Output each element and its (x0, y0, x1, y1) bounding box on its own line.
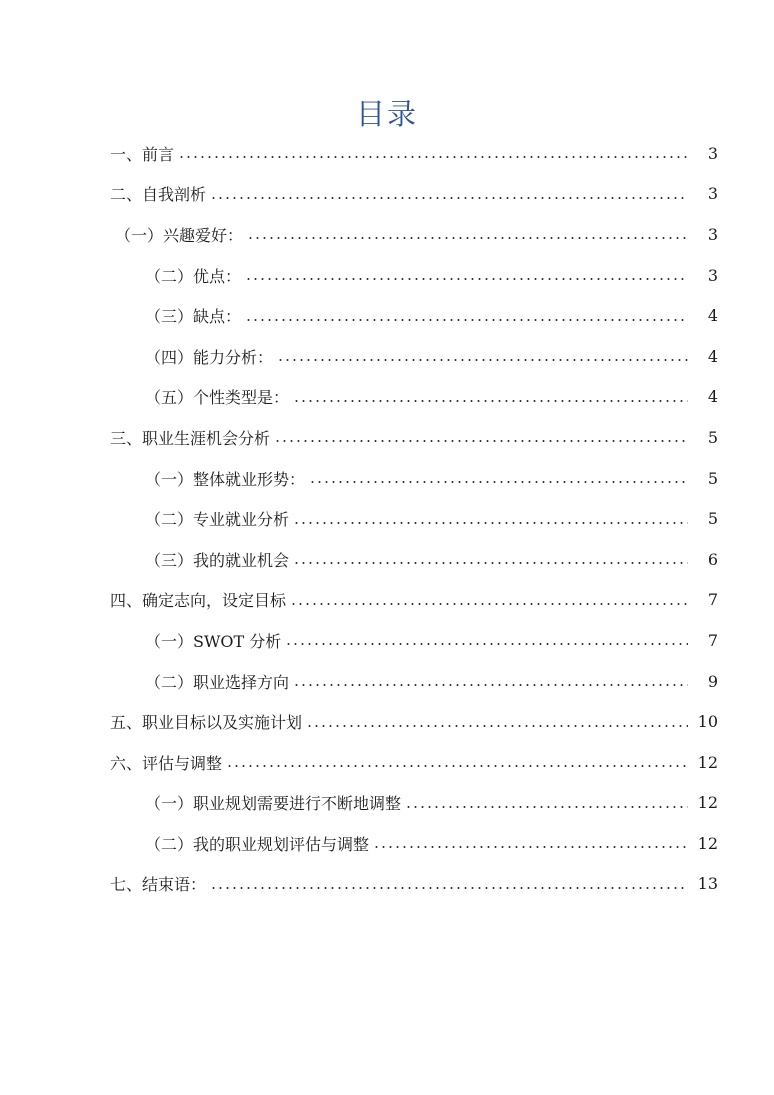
toc-list (0, 133, 774, 904)
toc-entry-text: 二、自我剖析 (110, 185, 207, 205)
dot-leader (290, 603, 688, 605)
toc-entry-text: 三、职业生涯机会分析 (110, 428, 271, 448)
dot-leader (306, 725, 688, 727)
toc-entry-continuous-adjustment[interactable] (145, 783, 718, 824)
toc-entry-interests[interactable] (115, 214, 718, 255)
toc-page-number: 4 (707, 306, 718, 326)
toc-entry-text: （一）SWOT 分析 (145, 631, 282, 651)
toc-entry-text: （三）我的就业机会 (145, 550, 290, 570)
toc-page-number: 3 (707, 265, 718, 285)
toc-entry-my-opportunity[interactable] (145, 539, 718, 580)
dot-leader (309, 481, 688, 483)
toc-page-number: 5 (707, 427, 718, 447)
toc-entry-conclusion[interactable] (110, 864, 718, 905)
toc-entry-text: （三）缺点： (145, 307, 242, 327)
toc-entry-text: （一）兴趣爱好： (115, 225, 244, 245)
dot-leader (178, 156, 688, 158)
toc-entry-major-employment[interactable] (145, 498, 718, 539)
toc-entry-text: 一、前言 (110, 144, 175, 164)
toc-entry-text: （一）职业规划需要进行不断地调整 (145, 794, 402, 814)
toc-entry-career-opportunity[interactable] (110, 417, 718, 458)
toc-entry-text: （五）个性类型是： (145, 388, 290, 408)
toc-entry-swot[interactable] (145, 620, 718, 661)
toc-entry-ability-analysis[interactable] (145, 336, 718, 377)
toc-entry-text: 七、结束语： (110, 875, 207, 895)
dot-leader (210, 887, 688, 889)
toc-entry-my-evaluation[interactable] (145, 823, 718, 864)
toc-page-number: 5 (707, 468, 718, 488)
dot-leader (405, 806, 688, 808)
toc-entry-text: 六、评估与调整 (110, 753, 223, 773)
toc-entry-text: 四、确定志向，设定目标 (110, 591, 287, 611)
toc-page-number: 4 (707, 346, 718, 366)
toc-page-number: 12 (697, 793, 718, 813)
toc-page-number: 4 (707, 387, 718, 407)
toc-entry-text: （二）我的职业规划评估与调整 (145, 834, 370, 854)
dot-leader (274, 440, 688, 442)
dot-leader (373, 846, 688, 848)
toc-entry-set-goals[interactable] (110, 580, 718, 621)
toc-page-number: 13 (697, 874, 718, 894)
dot-leader (293, 684, 688, 686)
toc-page-number: 3 (707, 143, 718, 163)
toc-entry-self-analysis[interactable] (110, 174, 718, 215)
toc-page-number: 12 (697, 752, 718, 772)
toc-page-number: 6 (707, 549, 718, 569)
dot-leader (245, 278, 688, 280)
dot-leader (210, 197, 688, 199)
toc-page-number: 7 (707, 630, 718, 650)
dot-leader (277, 359, 688, 361)
toc-page-number: 9 (707, 671, 718, 691)
toc-page-number: 10 (697, 712, 718, 732)
dot-leader (293, 562, 688, 564)
dot-leader (245, 319, 688, 321)
toc-entry-text: （四）能力分析： (145, 347, 274, 367)
toc-page-number: 5 (707, 509, 718, 529)
toc-entry-text: （二）优点： (145, 266, 242, 286)
toc-entry-text: （二）职业选择方向 (145, 672, 290, 692)
toc-entry-personality-type[interactable] (145, 377, 718, 418)
toc-entry-employment-situation[interactable] (145, 458, 718, 499)
toc-title: 目录 (355, 97, 418, 131)
dot-leader (247, 237, 688, 239)
toc-entry-evaluation[interactable] (110, 742, 718, 783)
toc-page-number: 12 (697, 833, 718, 853)
toc-page-number: 7 (707, 590, 718, 610)
toc-page-number: 3 (707, 224, 718, 244)
dot-leader (226, 765, 688, 767)
dot-leader (285, 643, 688, 645)
toc-entry-text: （二）专业就业分析 (145, 510, 290, 530)
toc-entry-goals-plan[interactable] (110, 701, 718, 742)
toc-entry-text: 五、职业目标以及实施计划 (110, 713, 303, 733)
toc-entry-weaknesses[interactable] (145, 295, 718, 336)
toc-entry-strengths[interactable] (145, 255, 718, 296)
dot-leader (293, 400, 688, 402)
toc-entry-career-direction[interactable] (145, 661, 718, 702)
toc-entry-text: （一）整体就业形势： (145, 469, 306, 489)
toc-page-number: 3 (707, 184, 718, 204)
dot-leader (293, 522, 688, 524)
toc-entry-preface[interactable] (110, 133, 718, 174)
